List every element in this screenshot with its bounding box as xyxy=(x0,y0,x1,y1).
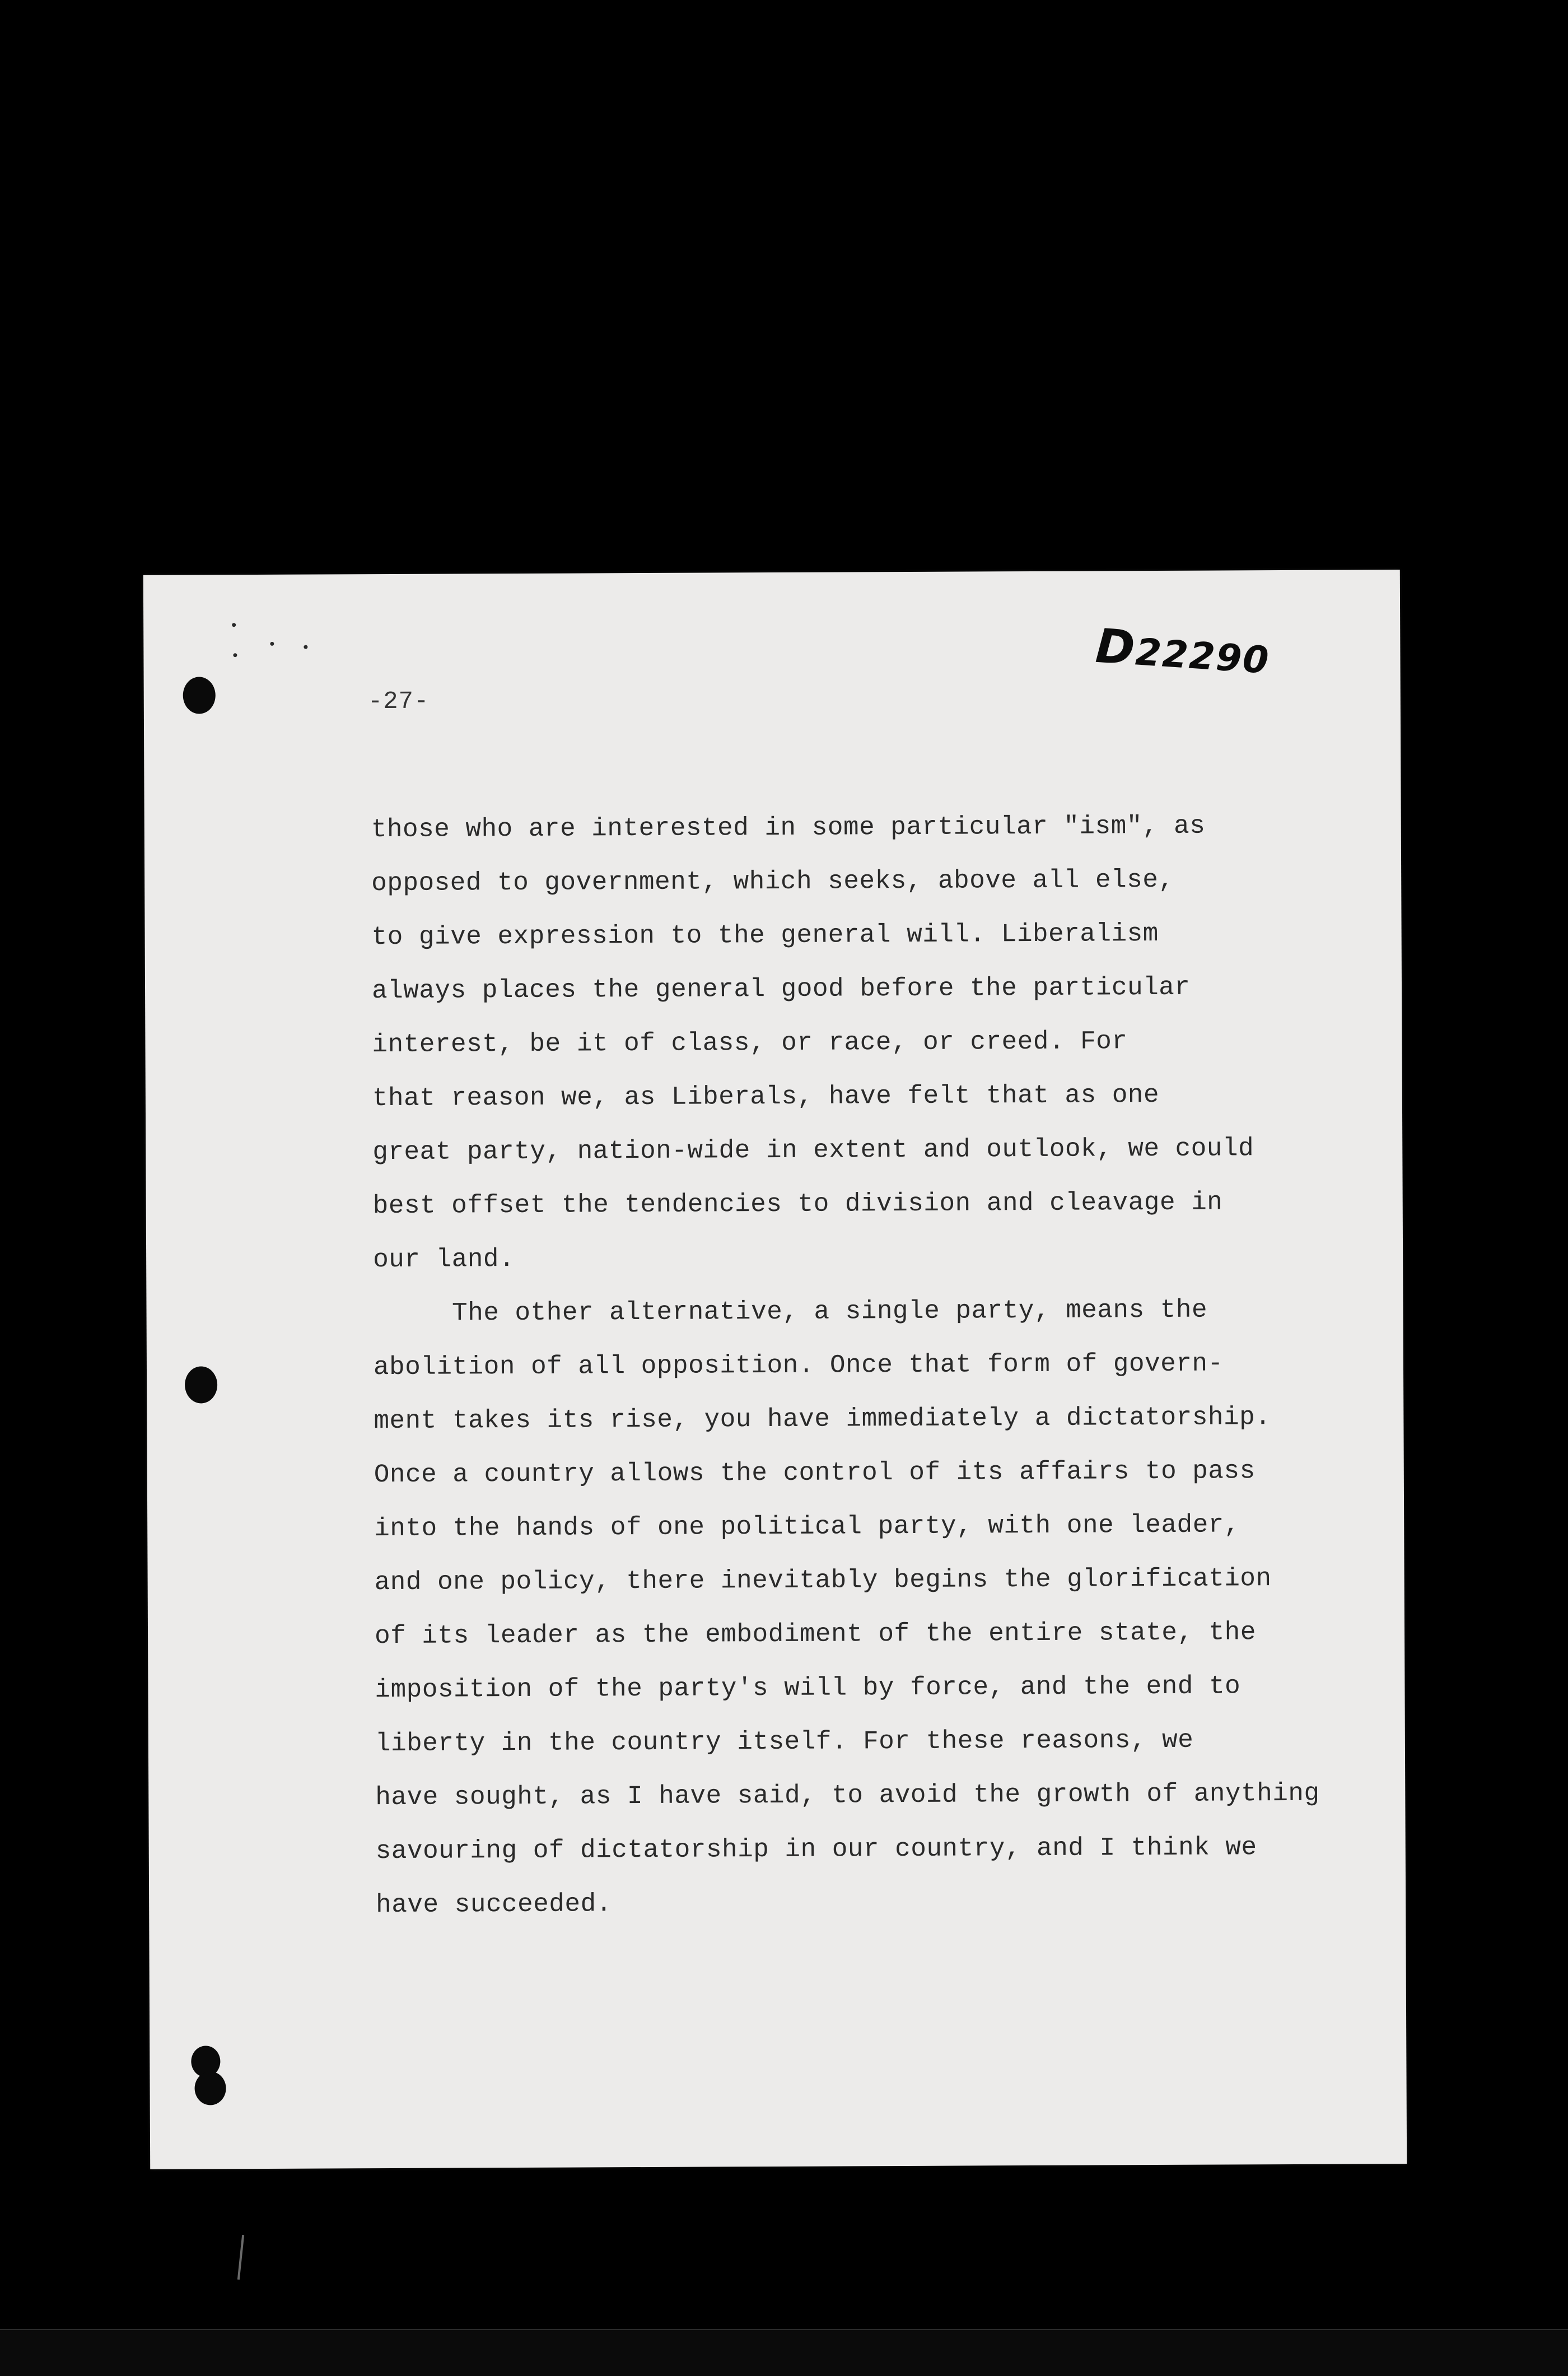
text-line: best offset the tendencies to division and cleavage in xyxy=(372,1187,1223,1221)
text-line: The other alternative, a single party, means the xyxy=(373,1295,1208,1329)
punch-hole-top xyxy=(183,677,216,714)
punch-hole-middle xyxy=(185,1366,217,1403)
text-line: savouring of dictatorship in our country, and I think we xyxy=(375,1833,1257,1866)
text-line: of its leader as the embodiment of the entire state, the xyxy=(374,1618,1257,1651)
stamp-prefix: D xyxy=(1094,618,1138,676)
text-line: that reason we, as Liberals, have felt that as one xyxy=(372,1080,1160,1114)
page-speck xyxy=(270,642,274,646)
text-line: into the hands of one political party, with one leader, xyxy=(374,1510,1240,1544)
page-speck xyxy=(233,653,237,657)
document-page xyxy=(143,570,1407,2169)
text-line: and one policy, there inevitably begins the glorification xyxy=(374,1564,1272,1597)
text-line: imposition of the party's will by force, and the end to xyxy=(375,1671,1241,1705)
page-number: -27- xyxy=(367,687,430,716)
text-line: always places the general good before the particular xyxy=(371,972,1191,1006)
body-text xyxy=(371,798,1384,1932)
text-line: abolition of all opposition. Once that form of govern- xyxy=(373,1349,1224,1382)
page-speck xyxy=(304,645,307,649)
text-line: to give expression to the general will. Liberalism xyxy=(371,919,1159,952)
text-line: great party, nation-wide in extent and outlook, we could xyxy=(372,1134,1254,1167)
text-line: those who are interested in some particular "ism", as xyxy=(371,811,1206,845)
text-line: have sought, as I have said, to avoid the growth of anything xyxy=(375,1778,1320,1813)
text-line: Once a country allows the control of its affairs to pass xyxy=(374,1456,1256,1490)
stamp-number: 22290 xyxy=(1134,630,1271,682)
film-edge-strip xyxy=(0,2329,1568,2376)
page-speck xyxy=(232,623,236,627)
text-line: ment takes its rise, you have immediately a dictatorship. xyxy=(374,1403,1271,1436)
text-line: opposed to government, which seeks, above all else, xyxy=(371,865,1174,898)
punch-hole-bottom-tear xyxy=(194,2071,226,2105)
text-line: have succeeded. xyxy=(376,1889,612,1920)
text-line: our land. xyxy=(373,1245,515,1275)
text-line: liberty in the country itself. For these reasons, we xyxy=(375,1725,1194,1759)
document-stamp xyxy=(1094,618,1272,684)
text-line: interest, be it of class, or race, or creed. For xyxy=(372,1027,1128,1060)
